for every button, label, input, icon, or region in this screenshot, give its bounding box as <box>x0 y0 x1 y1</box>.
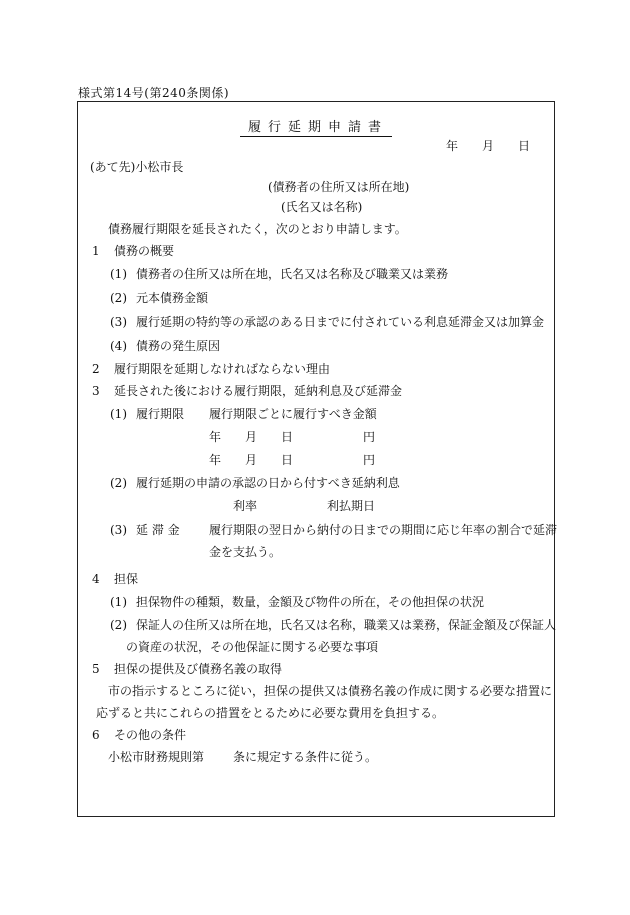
interest-rate-label: 利率 <box>233 499 258 513</box>
section-6-number: 6 <box>92 728 100 742</box>
s1-item-1-text: 債務者の住所又は所在地，氏名又は名称及び職業又は業務 <box>136 267 449 281</box>
s1-item-4-number: (4) <box>110 339 127 353</box>
s3-item-1-number: (1) <box>110 407 127 421</box>
section-4-heading: 担保 <box>114 572 139 586</box>
section-2-number: 2 <box>92 362 100 376</box>
s3-item-2-text: 履行延期の申請の承認の日から付すべき延納利息 <box>136 476 400 490</box>
applicant-name-label: (氏名又は名称) <box>281 200 363 214</box>
schedule-row-2-yen: 円 <box>363 453 376 467</box>
schedule-row-1-yen: 円 <box>363 430 376 444</box>
s6-text-after-blank: 条に規定する条件に従う。 <box>233 750 378 764</box>
section-5-number: 5 <box>92 662 100 676</box>
schedule-row-2-month: 月 <box>245 453 258 467</box>
section-3-number: 3 <box>92 384 100 398</box>
s4-item-2-number: (2) <box>110 618 127 632</box>
date-day: 日 <box>518 139 531 153</box>
form-title: 履行延期申請書 <box>78 120 554 136</box>
s3-item-1-text: 履行期限ごとに履行すべき金額 <box>209 407 377 421</box>
s1-item-2-number: (2) <box>110 291 127 305</box>
s3-item-3-label: 延 滞 金 <box>136 523 180 537</box>
applicant-address-label: (債務者の住所又は所在地) <box>268 180 410 194</box>
interest-payday-label: 利払期日 <box>327 499 376 513</box>
section-3-heading: 延長された後における履行期限，延納利息及び延滞金 <box>114 384 403 398</box>
date-year: 年 <box>446 139 459 153</box>
s4-item-1-text: 担保物件の種類，数量，金額及び物件の所在，その他担保の状況 <box>136 595 485 609</box>
application-form-frame <box>77 101 558 817</box>
section-2-heading: 履行期限を延期しなければならない理由 <box>114 362 331 376</box>
schedule-row-1-month: 月 <box>245 430 258 444</box>
schedule-row-1-day: 日 <box>281 430 294 444</box>
section-4-number: 4 <box>92 572 100 586</box>
s3-item-3-line-2: 金を支払う。 <box>209 545 282 559</box>
s5-line-2: 応ずると共にこれらの措置をとるために必要な費用を負担する。 <box>96 706 445 720</box>
s4-item-2-text: 保証人の住所又は所在地，氏名又は名称，職業又は業務，保証金額及び保証人 <box>136 618 557 632</box>
s3-item-2-number: (2) <box>110 476 127 490</box>
s3-item-3-number: (3) <box>110 523 127 537</box>
s4-item-2-continued: の資産の状況，その他保証に関する必要な事項 <box>126 640 379 654</box>
s1-item-3-number: (3) <box>110 315 127 329</box>
section-5-heading: 担保の提供及び債務名義の取得 <box>114 662 283 676</box>
s4-item-1-number: (1) <box>110 595 127 609</box>
date-month: 月 <box>482 139 495 153</box>
s3-item-1-label: 履行期限 <box>136 407 185 421</box>
s3-item-3-line-1: 履行期限の翌日から納付の日までの期間に応じ年率の割合で延滞 <box>209 523 558 537</box>
schedule-row-2-year: 年 <box>209 453 222 467</box>
section-1-number: 1 <box>92 244 100 258</box>
schedule-row-1-year: 年 <box>209 430 222 444</box>
s1-item-4-text: 債務の発生原因 <box>136 339 221 353</box>
schedule-row-2-day: 日 <box>281 453 294 467</box>
s1-item-1-number: (1) <box>110 267 127 281</box>
s1-item-2-text: 元本債務金額 <box>136 291 209 305</box>
s1-item-3-text: 履行延期の特約等の承認のある日までに付されている利息延滞金又は加算金 <box>136 315 545 329</box>
section-6-heading: その他の条件 <box>114 728 187 742</box>
intro-text: 債務履行期限を延長されたく，次のとおり申請します。 <box>108 222 407 236</box>
section-1-heading: 債務の概要 <box>114 244 175 258</box>
addressee: (あて先)小松市長 <box>90 160 184 174</box>
s6-text-before-blank: 小松市財務規則第 <box>108 750 205 764</box>
s5-line-1: 市の指示するところに従い，担保の提供又は債務名義の作成に関する必要な措置に <box>108 684 553 698</box>
form-number-label: 様式第14号(第240条関係) <box>78 86 230 100</box>
